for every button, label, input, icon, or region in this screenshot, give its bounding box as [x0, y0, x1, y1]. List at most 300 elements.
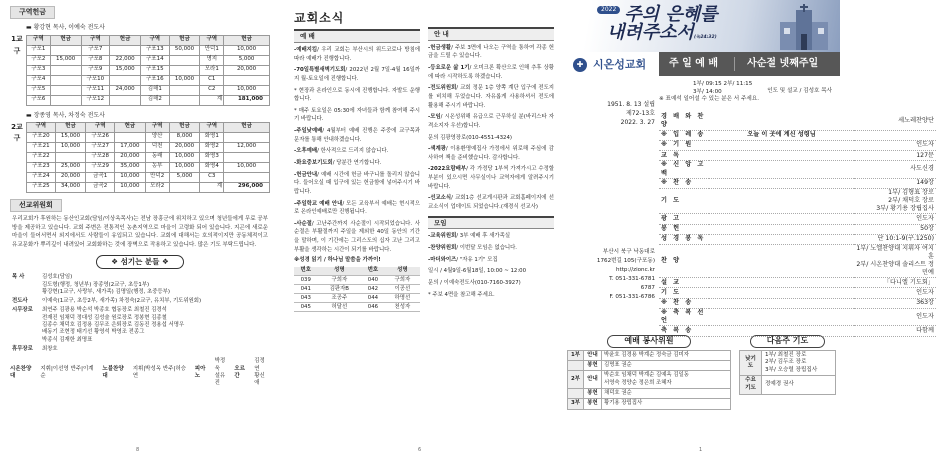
- order-item-detail: 오늘 이 곳에 계신 성령님: [709, 130, 854, 140]
- table-cell: 042: [361, 285, 385, 294]
- order-row: [659, 288, 936, 298]
- staff-role: 전도사: [12, 298, 28, 305]
- group-leaders: ▬ 황강현 목사, 이예숙 전도사: [26, 24, 105, 32]
- news-item: [428, 267, 554, 276]
- table-cell: 8,000: [169, 132, 200, 142]
- table-cell: 구포4: [27, 75, 51, 85]
- group-label: 1교구: [11, 35, 23, 55]
- offering-table: [26, 35, 270, 106]
- staff-role: 목 사: [12, 274, 25, 281]
- news-item-text: / 이번달 모임은 없습니다.: [456, 245, 518, 252]
- order-row: [659, 244, 936, 277]
- table-cell: 이공선: [385, 285, 420, 294]
- table-cell: 20,000: [55, 172, 86, 182]
- header-cell: 번호: [294, 267, 318, 276]
- order-item-name: 설 교: [659, 278, 709, 288]
- order-item-leader: 「다니엘 기도회」: [854, 278, 936, 288]
- leader-names: 장종영 목사, 차정숙 전도사: [33, 111, 105, 119]
- news-title: 교회소식: [294, 11, 345, 25]
- news-item-text: / 당분간 연기합니다.: [332, 160, 382, 166]
- table-cell: 구포25: [27, 182, 56, 192]
- volunteer-row: [568, 399, 731, 409]
- order-row: [659, 298, 936, 308]
- order-item-leader: 사도신경: [854, 161, 936, 179]
- news-item: [294, 87, 420, 104]
- table-cell: 구포7: [81, 45, 110, 55]
- music-role: 노블찬양대: [102, 365, 124, 380]
- header-cell: 헌금: [169, 35, 200, 45]
- banner-line-2: 내려주소서: [607, 22, 694, 43]
- order-item-name: ※ 기 원: [659, 140, 709, 150]
- news-item-title: -예배지킴: [294, 46, 318, 53]
- table-cell: 구포2: [27, 55, 51, 65]
- table-row: [27, 75, 270, 85]
- header-cell: 성명: [318, 267, 362, 276]
- table-cell: 구포14: [140, 55, 169, 65]
- table-cell: [169, 55, 200, 65]
- table-cell: 15,000: [110, 65, 141, 75]
- table-cell: 12,000: [224, 142, 270, 152]
- worship-subtitle: 사순절 넷째주일: [747, 58, 819, 70]
- section-title-missionary: 선교위원회: [10, 199, 62, 212]
- news-item-title: -교육위원회: [428, 233, 457, 240]
- volunteer-names: 김명표 권순: [602, 361, 731, 371]
- offering-table: [26, 122, 270, 193]
- table-row: [27, 45, 270, 55]
- prayer-table: [739, 350, 836, 395]
- staff-role: 휴무장로: [12, 345, 33, 352]
- staff-row: [10, 306, 270, 344]
- staff-table: [10, 273, 270, 354]
- banner-line-1: 주의 은혜를: [624, 4, 718, 25]
- table-cell: 10,000: [169, 75, 200, 85]
- group-label: 2교구: [11, 122, 23, 142]
- prayer-box: [735, 335, 840, 410]
- order-item-leader: 다함께: [854, 326, 936, 336]
- table-cell: 35,000: [114, 162, 145, 172]
- table-cell: [50, 85, 81, 95]
- service-number: 3부: [568, 399, 584, 409]
- order-item-detail: [709, 244, 854, 277]
- table-cell: 김해1: [140, 85, 169, 95]
- order-item-detail: [709, 224, 854, 234]
- volunteer-title: 예배 봉사위원: [607, 335, 690, 348]
- prayer-type: 수요기도: [740, 376, 762, 394]
- news-item: [294, 171, 420, 197]
- news-item-title: -마더와이즈: [428, 256, 457, 263]
- header-cell: 헌금: [110, 35, 141, 45]
- duty: 안내: [584, 371, 602, 389]
- table-cell: 구포22: [27, 152, 56, 162]
- offering-group: [10, 112, 270, 193]
- table-cell: 허달선: [318, 303, 362, 312]
- table-cell: 34,000: [55, 182, 86, 192]
- news-item-text: * 현장과 온라인으로 동시에 진행합니다. 자발도 운행합니다.: [294, 87, 420, 103]
- staff-names: 최연주 김광용 박순석 박종호 협동장로 최철진 김경석 전재진 임채덕 정대성 김성술 원로장로 정봉현 김종철 김종수 채덕호 김정용 김무조 은퇴장로 김동진 정용섭 서명우 배동기 조현정 태기선 황영석 박영조 전종그 박종식 김재한 최명표: [42, 307, 185, 343]
- news-item-title: -헌금생활: [428, 44, 452, 51]
- table-cell: 구포20: [27, 132, 56, 142]
- table-row: [294, 276, 420, 285]
- order-item-detail: [709, 179, 854, 189]
- table-header-row: [27, 35, 270, 45]
- order-row: [659, 224, 936, 234]
- total-label: 계: [200, 95, 224, 105]
- staff-role: 시무장로: [12, 307, 33, 314]
- total-label: 계: [200, 182, 224, 192]
- news-item: [428, 64, 554, 81]
- news-item-text: / 4월부터 예배 진행은 주중에 교구목과 문자를 통해 안내하겠습니다.: [294, 128, 420, 143]
- table-cell: 조공주: [318, 294, 362, 303]
- table-cell: 10,000: [114, 172, 145, 182]
- page-number: 1: [699, 447, 703, 454]
- header-cell: 구역: [200, 35, 224, 45]
- news-item-text: / 이용환명예집사 가정에서 위로해 주심에 감사하여 책을 준비했습니다. 감사합니다.: [428, 146, 554, 161]
- table-cell: [50, 95, 81, 105]
- table-cell: 10,000: [224, 45, 270, 55]
- header-cell: 구역: [145, 122, 169, 132]
- table-cell: 구포9: [81, 65, 110, 75]
- duty: 안내: [584, 350, 602, 360]
- table-header-row: [27, 122, 270, 132]
- news-item: [294, 66, 420, 83]
- table-cell: 25,000: [55, 162, 86, 172]
- table-cell: 044: [361, 294, 385, 303]
- order-item-name: ※ 찬 송: [659, 298, 709, 308]
- table-row: [27, 182, 270, 192]
- section-title-offering: 구역헌금: [10, 6, 55, 19]
- volunteer-names: 박윤호 김경용 박계순 정숙금 김미자: [602, 350, 731, 360]
- news-item-text: * 매주 토요일은 05:30에 자녀들과 함께 참여해 주시기 바랍니다.: [294, 107, 420, 123]
- news-item: [294, 159, 420, 168]
- header-cell: 구역: [27, 35, 51, 45]
- news-item-text: / 한사적으로 드리지 않습니다.: [317, 148, 389, 155]
- table-cell: 모라1: [200, 65, 224, 75]
- table-cell: 구포12: [81, 95, 110, 105]
- volunteer-table: [567, 350, 731, 410]
- table-cell: 구희자: [385, 276, 420, 285]
- table-cell: 20,000: [114, 152, 145, 162]
- table-cell: 구포28: [86, 152, 115, 162]
- offering-groups: [10, 24, 270, 192]
- table-cell: 045: [294, 303, 318, 312]
- news-item-text: / 오미크론 확산으로 인해 추후 상황에 따라 시작하도록 하겠습니다.: [428, 65, 554, 80]
- table-cell: 구포27: [86, 142, 115, 152]
- staff-row: [10, 297, 270, 306]
- news-item-text: / 교회1층 선교게시판과 교회홈페이지에 선교소식이 업데이트 되었습니다.(재경식 선교사): [428, 195, 554, 211]
- header-cell: 헌금: [169, 122, 200, 132]
- news-item: [428, 84, 554, 110]
- volunteer-row: [568, 371, 731, 389]
- news-item-title: -찬양위원회: [428, 245, 457, 252]
- year-badge: 2022: [597, 6, 620, 14]
- table-cell: 구포29: [86, 162, 115, 172]
- news-item-text: / 예배 시간에 헌금 바구니를 돌리지 않습니다. 들어오실 때 입구에 있는 헌금함에 넣어주시기 바랍니다.: [294, 171, 420, 195]
- order-item-leader: 50장: [854, 224, 936, 234]
- header-cell: 구역: [140, 35, 169, 45]
- table-cell: 화명2: [200, 142, 224, 152]
- music-role: 시온찬양대: [10, 365, 32, 380]
- news-item-text: / 각 가정당 1부씩 가져가시고 수정할 부분이 있으시면 사무실이나 교역자에게 알려주시기 바랍니다.: [428, 166, 554, 190]
- header-cell: 헌금: [224, 35, 270, 45]
- table-cell: 10,000: [169, 162, 200, 172]
- service-times: 1부/ 09:15 2부/ 11:15 3부/ 14:00: [693, 81, 753, 96]
- order-item-leader: 1부/ 김형표 장로 2부/ 채덕호 장로 3부/ 황기용 장립집사: [854, 189, 936, 214]
- news-item-title: -모임: [428, 114, 441, 121]
- news-item: [428, 244, 554, 253]
- table-cell: [169, 182, 200, 192]
- volunteer-row: [568, 350, 731, 360]
- table-row: [27, 152, 270, 162]
- table-row: [27, 65, 270, 75]
- order-item-leader: 1부/ 노엘찬양대 지휘자 여지훈 2부/ 시온찬양대 솔리스트 정민예: [854, 244, 936, 277]
- table-cell: 구포16: [140, 75, 169, 85]
- staff-title: 섬기는 분들: [120, 257, 160, 267]
- offering-group: [10, 24, 270, 105]
- news-item-title: -사순절: [294, 220, 312, 227]
- table-cell: 구포21: [27, 142, 56, 152]
- prayer-row: [740, 350, 836, 376]
- news-item: [428, 44, 554, 61]
- prayer-names: 1부/ 최철진 장로 2부/ 김두조 장로 3부/ 오승렬 장립집사: [762, 350, 836, 376]
- order-item-detail: [709, 288, 854, 298]
- news-item-text: / 주보 3면에 나오는 구역을 통하여 각종 헌금을 드릴 수 있습니다.: [428, 44, 554, 60]
- news-item: [294, 200, 420, 217]
- church-name: 시온성교회: [593, 57, 647, 71]
- order-item-detail: [709, 151, 854, 161]
- news-item-text: / 2022년 2월 7일-4월 16일까지 월-토요일에 진행합니다.: [294, 67, 420, 82]
- table-cell: 하명선: [385, 294, 420, 303]
- order-item-detail: [709, 234, 854, 244]
- preacher-line: 인도 및 설교 / 김성호 목사: [767, 88, 832, 94]
- table-cell: 구포13: [140, 45, 169, 55]
- table-cell: 금곡1: [86, 172, 115, 182]
- order-item-leader: 127문: [854, 151, 936, 161]
- table-cell: 20,000: [224, 65, 270, 75]
- decor-icon: ❖: [159, 257, 169, 267]
- staff-names: 이예숙(1교구, 초등2부, 새가족) 차정숙(2교구, 유치부, 기도위원회): [42, 298, 202, 305]
- order-item-detail: [709, 308, 854, 326]
- order-row: [659, 214, 936, 224]
- order-item-leader: 인도자: [854, 140, 936, 150]
- news-item-text: / 고난주간까지 사순절이 시작되었습니다. 사순절은 부활절까지 주일을 제외한 40일 동안의 기간을 말하며, 이 기간에는 그리스도의 십자 고난 그리고 부활을 생각하는 시간이 되기를 바랍니다.: [294, 220, 420, 253]
- table-cell: 덕천: [145, 142, 169, 152]
- duty: 봉헌: [584, 361, 602, 371]
- table-cell: 천성자: [385, 303, 420, 312]
- table-cell: 구포1: [27, 45, 51, 55]
- table-cell: 구포3: [27, 65, 51, 75]
- table-cell: [224, 75, 270, 85]
- table-cell: 화명3: [200, 152, 224, 162]
- table-row: [27, 132, 270, 142]
- table-cell: [169, 65, 200, 75]
- table-cell: 10,000: [114, 182, 145, 192]
- volunteer-names: 채덕호 권순: [602, 388, 731, 398]
- news-item-text: / 3부 예배 후 새가족실: [456, 233, 511, 240]
- staff-row: [10, 273, 270, 297]
- news-item-text: / "자유 1기" 모집: [456, 256, 498, 263]
- news-item-title: -등요로운 삶 1기: [428, 65, 470, 72]
- table-cell: 모라2: [145, 182, 169, 192]
- service-number: 1부: [568, 350, 584, 360]
- news-item-text: / 모든 교육부서 예배는 현시적으로 온라인예배로만 진행됩니다.: [294, 200, 420, 216]
- news-item: [428, 134, 554, 143]
- prayer-row: [740, 376, 836, 394]
- order-item-name: 성 경 봉 독: [659, 234, 709, 244]
- table-cell: 화명1: [200, 132, 224, 142]
- header-cell: 구역: [86, 122, 115, 132]
- church-logo-icon: ✚: [573, 58, 587, 72]
- worship-tab: 예 배: [294, 29, 420, 43]
- order-row: [659, 140, 936, 150]
- order-item-name: 기 도: [659, 189, 709, 214]
- service-number: 2부: [568, 371, 584, 389]
- header-cell: 헌금: [224, 122, 270, 132]
- table-cell: 20,000: [169, 142, 200, 152]
- table-row: [27, 85, 270, 95]
- order-item-name: ※ 찬 송: [659, 179, 709, 189]
- order-item-name: 경 배 와 찬 양: [659, 113, 709, 130]
- table-row: [27, 142, 270, 152]
- order-item-detail: [709, 298, 854, 308]
- volunteer-row: [568, 361, 731, 371]
- table-cell: 15,000: [55, 132, 86, 142]
- table-cell: [50, 45, 81, 55]
- order-item-name: 교 독: [659, 151, 709, 161]
- news-column: [282, 0, 562, 456]
- order-item-name: ※ 신 앙 고 백: [659, 161, 709, 179]
- music-names: 지휘|이선영 반주|이계순: [40, 365, 94, 380]
- table-row: [27, 162, 270, 172]
- table-cell: 5,000: [224, 55, 270, 65]
- table-cell: [169, 95, 200, 105]
- news-item-text: * 주보 4면을 참고해 주세요.: [428, 291, 495, 298]
- header-cell: 헌금: [114, 122, 145, 132]
- table-row: [294, 303, 420, 312]
- news-item-text: 문의 김광영장로(010-4551-4324): [428, 134, 512, 141]
- order-item-name: 광 고: [659, 214, 709, 224]
- table-cell: 양산: [145, 132, 169, 142]
- music-names: 김정연 황신애: [254, 358, 265, 387]
- prayer-names: 정예경 권사: [762, 376, 836, 394]
- order-item-leader: 149장: [854, 179, 936, 189]
- news-item-text: 일시 / 4월9일-6월18일, 10:00 ~ 12:00: [428, 268, 527, 275]
- staff-names: 김성호(담임) 김도형(행정, 청년부) 장종영(2교구, 초등1부) 황강현(1교구, 사랑부, 새가족) 김명일(행정, 초중등부): [42, 274, 170, 295]
- order-item-leader: [854, 130, 936, 140]
- news-item: [428, 279, 554, 288]
- table-cell: [110, 75, 141, 85]
- total-value: 181,000: [224, 95, 270, 105]
- news-item: [428, 291, 554, 300]
- staff-names: 최창호: [42, 345, 58, 352]
- table-cell: 동래: [145, 152, 169, 162]
- order-item-name: 봉 헌: [659, 224, 709, 234]
- staff-header: [10, 255, 270, 269]
- volunteer-names: 박순호 임채덕 박계순 김예옥 김일동 서영숙 정양순 정은희 조혜자: [602, 371, 731, 389]
- news-item-title: -헌금안내: [294, 171, 318, 178]
- order-row: [659, 130, 936, 140]
- order-row: [659, 234, 936, 244]
- news-item-title: -70일특별새벽기도회: [294, 67, 346, 74]
- news-item-title: -선교소식: [428, 195, 452, 202]
- table-cell: 구포24: [27, 172, 56, 182]
- order-row: [659, 161, 936, 179]
- news-item-text: / 시온성위해 유급으로 근무하실 분(바리스타 자격소지자 우선)합니다.: [428, 114, 554, 129]
- table-cell: 15,000: [50, 55, 81, 65]
- table-cell: 10,000: [55, 142, 86, 152]
- theme-banner: [563, 0, 840, 52]
- table-cell: 10,000: [224, 85, 270, 95]
- table-cell: 구포8: [81, 55, 110, 65]
- order-row: [659, 308, 936, 326]
- order-item-detail: [709, 140, 854, 150]
- order-item-leader: 단 10:1-9(구.1250): [854, 234, 936, 244]
- verse-ref: (눅24:32): [693, 35, 717, 40]
- order-item-detail: [709, 113, 854, 130]
- table-cell: 039: [294, 276, 318, 285]
- table-cell: [50, 65, 81, 75]
- table-row: [294, 294, 420, 303]
- news-item: [428, 113, 554, 130]
- prayer-type: 낮기도: [740, 350, 762, 376]
- table-cell: 금곡2: [86, 182, 115, 192]
- news-item: [428, 165, 554, 191]
- music-names: 지휘|박성옥 반주|허승연: [132, 365, 186, 380]
- order-item-detail: [709, 214, 854, 224]
- header-cell: 구역: [81, 35, 110, 45]
- news-item-title: -오후예배: [294, 148, 318, 155]
- order-item-name: 기 도: [659, 288, 709, 298]
- table-cell: 만덕2: [145, 172, 169, 182]
- order-item-leader: 세노레찬양단: [854, 113, 936, 130]
- order-item-name: 찬 양: [659, 244, 709, 277]
- table-cell: 구포11: [81, 85, 110, 95]
- meeting-tab: 모임: [428, 216, 554, 230]
- table-row: [294, 285, 420, 294]
- order-item-name: ※ 축 복 선 언: [659, 308, 709, 326]
- date-info: 1951. 8. 13 설립 제72-13호 2022. 3. 27: [607, 101, 655, 126]
- total-value: 296,000: [224, 182, 270, 192]
- news-item-text: 문의 / 이예숙전도사(010-7160-3927): [428, 279, 521, 286]
- volunteer-row: [568, 388, 731, 398]
- table-cell: 구포6: [27, 95, 51, 105]
- news-item: [294, 107, 420, 124]
- order-item-detail: [709, 161, 854, 179]
- order-item-detail: [709, 278, 854, 288]
- page-number: 8: [136, 447, 140, 454]
- missionary-text: 우리교회가 후원하는 동산인교회(담임/이상옥목사)는 전남 장흥군에 위치하고 있으며 청년들에게 무료 공부방을 제공하고 있습니다. 교회 주변은 전통적인 농촌지역으로 마을이 고령화 되어 있습니다. 지곤에 새로운 마을이 들어서면서 외지에서도 사람들이 유입되고 있습니다. 교회에 대해서는 호의적이지만 공동체적이고 유교문화가 뿌리깊이 내려있어 교회화하는 것에 장벽으로 작용하고 있습니다. 많은 기도 부탁드립니다.: [12, 216, 268, 248]
- news-item: [428, 145, 554, 162]
- news-item-title: -주일학교 예배 안내: [294, 200, 343, 207]
- table-cell: 50,000: [169, 45, 200, 55]
- service-number: [568, 361, 584, 371]
- info-tab: 안 내: [428, 27, 554, 41]
- table-cell: 김판자B: [318, 285, 362, 294]
- duty: 봉헌: [584, 388, 602, 398]
- table-cell: 구포23: [27, 162, 56, 172]
- table-cell: [114, 132, 145, 142]
- header-cell: 헌금: [55, 122, 86, 132]
- table-cell: 김해2: [140, 95, 169, 105]
- cover-column: [563, 0, 934, 456]
- table-cell: 구희자: [318, 276, 362, 285]
- table-cell: [110, 95, 141, 105]
- info-news: [428, 10, 554, 312]
- music-role: 피아노: [194, 365, 206, 380]
- prayer-title: 다음주 기도: [750, 335, 825, 348]
- news-item: [428, 256, 554, 265]
- order-item-detail: [709, 189, 854, 214]
- service-number: [568, 388, 584, 398]
